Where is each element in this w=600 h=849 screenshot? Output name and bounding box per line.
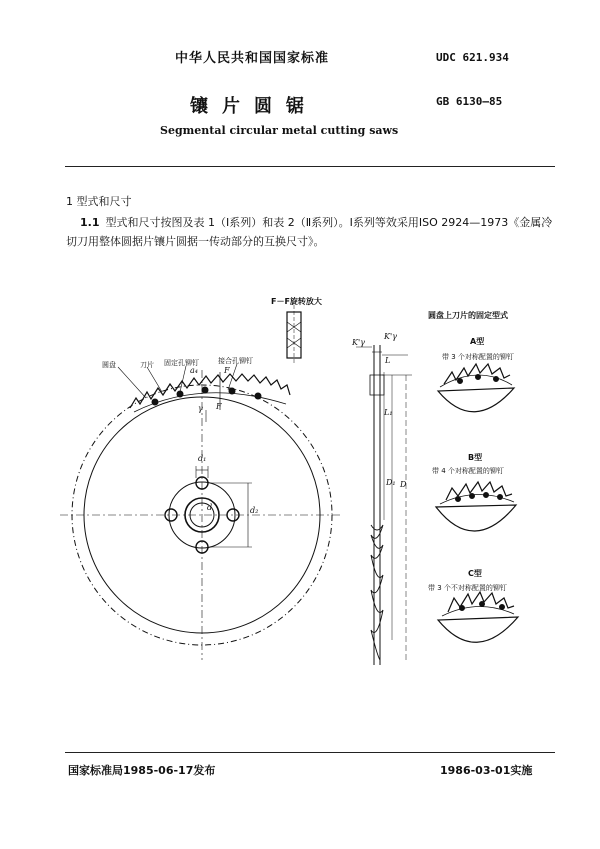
footer-rule (65, 752, 555, 753)
type-c-desc: 带 3 个不对称配置的铆钉 (428, 584, 507, 592)
page-title-english: Segmental circular metal cutting saws (160, 124, 399, 137)
type-c-name: C型 (468, 569, 482, 578)
label-D: D (400, 480, 407, 489)
type-b-name: B型 (468, 453, 483, 462)
section-heading: 1 型式和尺寸 (66, 195, 132, 208)
label-L: L (385, 356, 391, 365)
fixing-types-title: 圆盘上刀片的固定型式 (428, 311, 508, 320)
label-f-top: F (224, 366, 230, 375)
label-fixing-rivet: 固定孔铆钉 (164, 359, 199, 367)
label-L1: L₁ (384, 408, 393, 417)
page-title: 镶片圆锯 (190, 96, 318, 117)
type-a-desc: 带 3 个对称配置的铆钉 (442, 353, 514, 361)
label-k-gamma-left: K'γ (352, 338, 365, 347)
label-f-bottom: F (216, 402, 222, 411)
type-a-name: A型 (470, 337, 485, 346)
label-d1: d₁ (198, 454, 207, 463)
label-gamma: γ (198, 404, 203, 413)
label-blade: 刀片 (140, 361, 154, 369)
label-D1: D₁ (386, 478, 396, 487)
label-disc: 圆盘 (102, 361, 116, 369)
type-b-desc: 带 4 个对称配置的铆钉 (432, 467, 504, 475)
label-d2: d₂ (250, 506, 259, 515)
label-bore-d: d (207, 503, 213, 512)
label-a4: a₄ (190, 366, 198, 375)
effective-date: 1986-03-01实施 (440, 764, 533, 777)
issue-date: 国家标准局1985-06-17发布 (68, 764, 216, 777)
label-k-gamma-right: K'γ (384, 332, 397, 341)
udc-code: UDC 621.934 (436, 51, 509, 64)
gb-code: GB 6130—85 (436, 95, 503, 108)
standard-name: 中华人民共和国国家标准 (175, 51, 330, 66)
label-joint-rivet: 接合孔铆钉 (218, 357, 253, 365)
section-view-label: F－F旋转放大 (271, 297, 322, 306)
paragraph-text: 型式和尺寸按图及表 1（Ⅰ系列）和表 2（Ⅱ系列）。Ⅰ系列等效采用ISO 2924—1973《金属冷切刀用整体圆据片镶片圆据一传动部分的互换尺寸》。 (66, 216, 553, 248)
paragraph-number: 1.1 (80, 216, 100, 229)
